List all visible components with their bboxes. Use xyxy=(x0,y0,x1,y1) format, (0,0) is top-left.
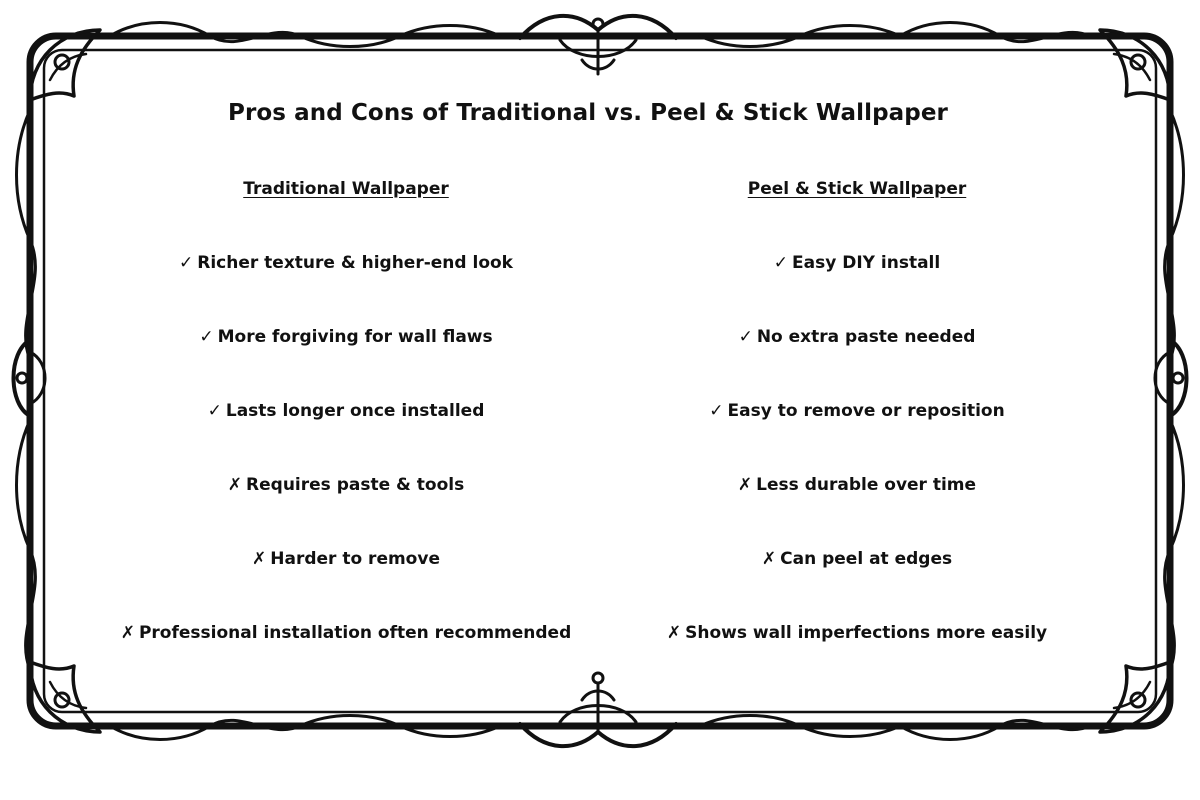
item-text: Easy to remove or reposition xyxy=(727,401,1005,421)
list-item xyxy=(577,250,1137,276)
list-item xyxy=(66,472,626,498)
check-icon: ✓ xyxy=(738,327,753,347)
check-icon: ✓ xyxy=(199,327,214,347)
cross-icon: ✗ xyxy=(227,475,243,495)
item-text: No extra paste needed xyxy=(756,327,976,347)
cross-icon: ✗ xyxy=(761,549,777,569)
list-item xyxy=(577,472,1137,498)
list-item xyxy=(577,324,1137,350)
item-text: Requires paste & tools xyxy=(246,475,465,495)
item-text: Easy DIY install xyxy=(792,253,941,273)
item-text: Richer texture & higher-end look xyxy=(197,253,513,273)
item-text: More forgiving for wall flaws xyxy=(217,327,493,347)
item-text: Can peel at edges xyxy=(780,549,953,569)
cross-icon: ✗ xyxy=(120,623,135,643)
item-text: Shows wall imperfections more easily xyxy=(685,623,1048,643)
list-item xyxy=(66,546,626,572)
list-item xyxy=(66,620,626,646)
check-icon: ✓ xyxy=(207,401,222,421)
item-text: Harder to remove xyxy=(270,549,440,569)
item-text: Lasts longer once installed xyxy=(225,401,485,421)
traditional-wallpaper-column xyxy=(66,176,626,694)
item-text: Professional installation often recommended xyxy=(138,623,572,643)
page-title: Pros and Cons of Traditional vs. Peel & Stick Wallpaper xyxy=(227,100,948,126)
cross-icon: ✗ xyxy=(252,549,267,569)
column-heading: Peel & Stick Wallpaper xyxy=(747,179,967,199)
check-icon: ✓ xyxy=(179,253,194,273)
check-icon: ✓ xyxy=(773,253,789,273)
list-item xyxy=(66,250,626,276)
list-item xyxy=(577,620,1137,646)
check-icon: ✓ xyxy=(709,401,724,421)
list-item xyxy=(577,398,1137,424)
cross-icon: ✗ xyxy=(737,475,753,495)
item-text: Less durable over time xyxy=(756,475,977,495)
list-item xyxy=(577,546,1137,572)
list-item xyxy=(66,398,626,424)
cross-icon: ✗ xyxy=(666,623,682,643)
column-heading: Traditional Wallpaper xyxy=(243,179,449,199)
list-item xyxy=(66,324,626,350)
peel-and-stick-wallpaper-column xyxy=(577,176,1137,694)
